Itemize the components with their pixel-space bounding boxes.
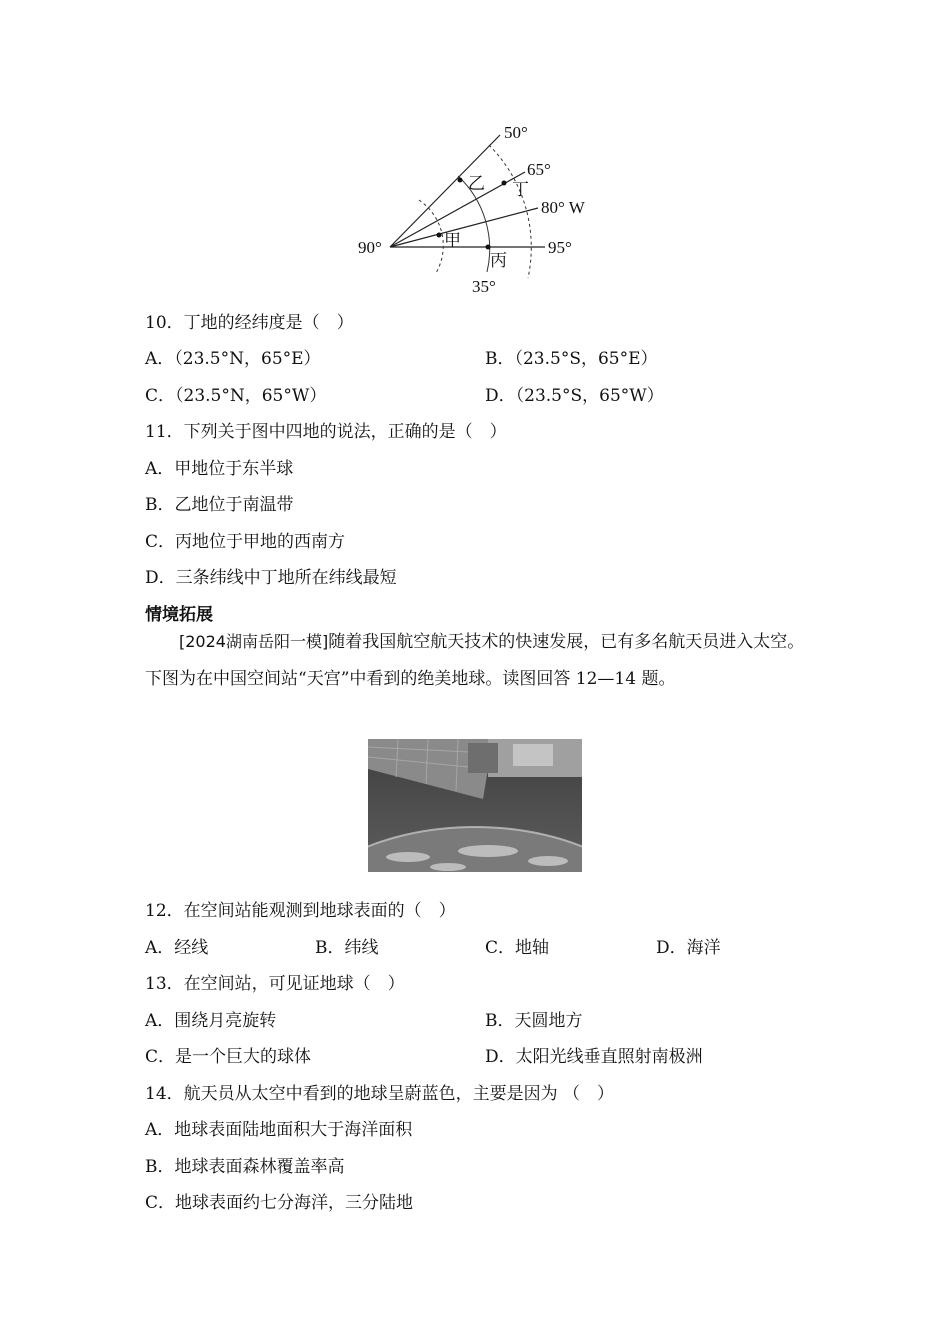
q10-stem: 10．丁地的经纬度是（ ） [145,313,354,333]
q11-option-c[interactable]: C．丙地位于甲地的西南方 [145,532,346,552]
q11-stem: 11．下列关于图中四地的说法，正确的是（ ） [145,422,507,442]
q10-option-d[interactable]: D．（23.5°S，65°W） [485,386,664,406]
meridian-80 [390,208,538,247]
section-source: [2024湖南岳阳一模] [179,632,329,651]
q13-option-d[interactable]: D．太阳光线垂直照射南极洲 [485,1047,703,1067]
point-yi-dot [458,178,463,183]
q12-option-b[interactable]: B．纬线 [315,938,379,958]
section-intro [145,623,805,698]
q13-option-b[interactable]: B．天圆地方 [485,1011,583,1031]
q14-option-c[interactable]: C．地球表面约七分海洋，三分陆地 [145,1193,414,1213]
label-lat-80: 80° W [541,198,585,217]
q12-option-d[interactable]: D．海洋 [656,938,721,958]
q12-stem: 12．在空间站能观测到地球表面的（ ） [145,901,456,921]
point-ding-dot [502,181,507,186]
q11-option-d[interactable]: D．三条纬线中丁地所在纬线最短 [145,568,397,588]
q13-option-a[interactable]: A．围绕月亮旋转 [145,1011,277,1031]
label-lat-35: 35° [472,277,496,296]
label-lat-65: 65° [527,160,551,179]
section-title: 情境拓展 [145,605,213,625]
label-lat-50: 50° [504,123,528,142]
point-jia-dot [437,233,442,238]
label-lat-95: 95° [548,238,572,257]
polar-diagram [0,0,950,310]
point-bing-dot [486,245,491,250]
q14-stem: 14．航天员从太空中看到的地球呈蔚蓝色，主要是因为 （ ） [145,1084,615,1104]
q14-option-a[interactable]: A．地球表面陆地面积大于海洋面积 [145,1120,413,1140]
label-lat-90: 90° [358,238,382,257]
label-ding: 丁 [512,180,529,199]
q11-option-b[interactable]: B．乙地位于南温带 [145,495,294,515]
label-bing: 丙 [490,251,507,270]
q10-option-b[interactable]: B．（23.5°S，65°E） [485,349,658,369]
q13-stem: 13．在空间站，可见证地球（ ） [145,974,405,994]
q13-option-c[interactable]: C．是一个巨大的球体 [145,1047,312,1067]
label-yi: 乙 [468,174,485,193]
q12-option-c[interactable]: C．地轴 [485,938,550,958]
q12-option-a[interactable]: A．经线 [145,938,209,958]
q10-option-a[interactable]: A．（23.5°N，65°E） [145,349,321,369]
q14-option-b[interactable]: B．地球表面森林覆盖率高 [145,1157,345,1177]
section-intro-text: 随着我国航空航天技术的快速发展，已有多名航天员进入太空。下图为在中国空间站“天宫”中看到的绝美地球。读图回答 12—14 题。 [145,632,805,689]
earth-from-space-photo [368,739,582,872]
q11-option-a[interactable]: A．甲地位于东半球 [145,459,294,479]
label-jia: 甲 [444,231,461,250]
q10-option-c[interactable]: C．（23.5°N，65°W） [145,386,327,406]
